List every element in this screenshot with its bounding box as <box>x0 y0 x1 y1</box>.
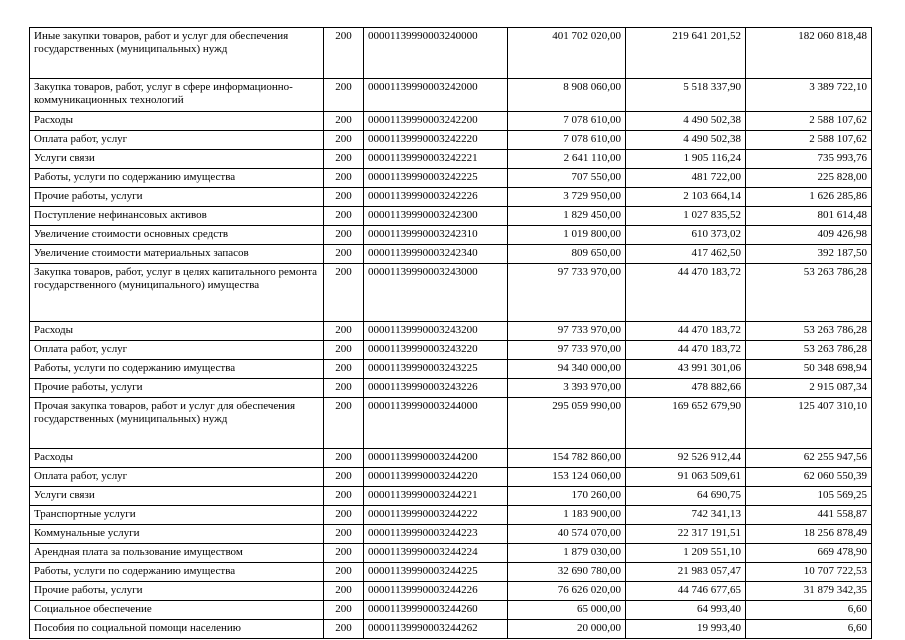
row-kbk-cell: 00001139990003244262 <box>364 620 508 639</box>
row-name-cell: Поступление нефинансовых активов <box>30 207 324 226</box>
row-kbk-cell: 00001139990003243225 <box>364 360 508 379</box>
budget-execution-table <box>29 27 872 639</box>
row-remaining-cell: 50 348 698,94 <box>746 360 872 379</box>
row-remaining-cell: 182 060 818,48 <box>746 28 872 79</box>
table-row <box>30 506 872 525</box>
row-executed-cell: 417 462,50 <box>626 245 746 264</box>
row-name-cell: Услуги связи <box>30 487 324 506</box>
row-kbk-cell: 00001139990003242225 <box>364 169 508 188</box>
row-approved-cell: 8 908 060,00 <box>508 79 626 112</box>
row-name-cell: Работы, услуги по содержанию имущества <box>30 169 324 188</box>
row-kbk-cell: 00001139990003244221 <box>364 487 508 506</box>
table-row <box>30 468 872 487</box>
row-code-cell: 200 <box>324 582 364 601</box>
row-code-cell: 200 <box>324 360 364 379</box>
row-approved-cell: 97 733 970,00 <box>508 264 626 322</box>
row-code-cell: 200 <box>324 525 364 544</box>
table-body <box>30 28 872 639</box>
row-executed-cell: 4 490 502,38 <box>626 112 746 131</box>
row-code-cell: 200 <box>324 468 364 487</box>
row-executed-cell: 44 470 183,72 <box>626 341 746 360</box>
row-code-cell: 200 <box>324 322 364 341</box>
row-executed-cell: 22 317 191,51 <box>626 525 746 544</box>
row-executed-cell: 64 993,40 <box>626 601 746 620</box>
row-kbk-cell: 00001139990003242000 <box>364 79 508 112</box>
row-code-cell: 200 <box>324 398 364 449</box>
row-remaining-cell: 2 588 107,62 <box>746 131 872 150</box>
row-kbk-cell: 00001139990003244220 <box>364 468 508 487</box>
row-approved-cell: 32 690 780,00 <box>508 563 626 582</box>
row-remaining-cell: 225 828,00 <box>746 169 872 188</box>
row-approved-cell: 7 078 610,00 <box>508 112 626 131</box>
row-executed-cell: 44 470 183,72 <box>626 264 746 322</box>
row-remaining-cell: 735 993,76 <box>746 150 872 169</box>
row-name-cell: Оплата работ, услуг <box>30 341 324 360</box>
row-remaining-cell: 6,60 <box>746 601 872 620</box>
row-approved-cell: 809 650,00 <box>508 245 626 264</box>
row-kbk-cell: 00001139990003244224 <box>364 544 508 563</box>
row-code-cell: 200 <box>324 449 364 468</box>
table-row <box>30 322 872 341</box>
row-name-cell: Оплата работ, услуг <box>30 131 324 150</box>
table-row <box>30 112 872 131</box>
row-code-cell: 200 <box>324 563 364 582</box>
row-remaining-cell: 3 389 722,10 <box>746 79 872 112</box>
row-name-cell: Расходы <box>30 449 324 468</box>
row-kbk-cell: 00001139990003242226 <box>364 188 508 207</box>
row-approved-cell: 20 000,00 <box>508 620 626 639</box>
row-executed-cell: 1 209 551,10 <box>626 544 746 563</box>
row-code-cell: 200 <box>324 188 364 207</box>
row-code-cell: 200 <box>324 620 364 639</box>
row-approved-cell: 170 260,00 <box>508 487 626 506</box>
row-remaining-cell: 1 626 285,86 <box>746 188 872 207</box>
table-row <box>30 525 872 544</box>
row-name-cell: Работы, услуги по содержанию имущества <box>30 360 324 379</box>
row-code-cell: 200 <box>324 226 364 245</box>
row-approved-cell: 3 393 970,00 <box>508 379 626 398</box>
row-approved-cell: 97 733 970,00 <box>508 322 626 341</box>
row-approved-cell: 2 641 110,00 <box>508 150 626 169</box>
row-approved-cell: 401 702 020,00 <box>508 28 626 79</box>
table-row <box>30 360 872 379</box>
table-row <box>30 207 872 226</box>
table-row <box>30 544 872 563</box>
row-code-cell: 200 <box>324 341 364 360</box>
row-approved-cell: 1 829 450,00 <box>508 207 626 226</box>
row-name-cell: Увеличение стоимости основных средств <box>30 226 324 245</box>
row-kbk-cell: 00001139990003244260 <box>364 601 508 620</box>
row-kbk-cell: 00001139990003243226 <box>364 379 508 398</box>
row-remaining-cell: 409 426,98 <box>746 226 872 245</box>
row-approved-cell: 76 626 020,00 <box>508 582 626 601</box>
row-executed-cell: 610 373,02 <box>626 226 746 245</box>
table-row <box>30 169 872 188</box>
row-approved-cell: 1 183 900,00 <box>508 506 626 525</box>
table-row <box>30 28 872 79</box>
row-approved-cell: 94 340 000,00 <box>508 360 626 379</box>
row-kbk-cell: 00001139990003244200 <box>364 449 508 468</box>
row-code-cell: 200 <box>324 207 364 226</box>
row-executed-cell: 91 063 509,61 <box>626 468 746 487</box>
row-executed-cell: 44 746 677,65 <box>626 582 746 601</box>
table-row <box>30 449 872 468</box>
row-code-cell: 200 <box>324 79 364 112</box>
row-executed-cell: 169 652 679,90 <box>626 398 746 449</box>
row-kbk-cell: 00001139990003244222 <box>364 506 508 525</box>
row-executed-cell: 44 470 183,72 <box>626 322 746 341</box>
row-approved-cell: 295 059 990,00 <box>508 398 626 449</box>
row-kbk-cell: 00001139990003242300 <box>364 207 508 226</box>
row-name-cell: Расходы <box>30 322 324 341</box>
table-row <box>30 379 872 398</box>
row-kbk-cell: 00001139990003244000 <box>364 398 508 449</box>
row-approved-cell: 1 019 800,00 <box>508 226 626 245</box>
table-row <box>30 188 872 207</box>
row-name-cell: Прочая закупка товаров, работ и услуг для обеспечения государственных (муниципальных) нужд <box>30 398 324 449</box>
row-remaining-cell: 10 707 722,53 <box>746 563 872 582</box>
row-executed-cell: 21 983 057,47 <box>626 563 746 582</box>
row-remaining-cell: 31 879 342,35 <box>746 582 872 601</box>
row-name-cell: Закупка товаров, работ, услуг в сфере информационно-коммуникационных технологий <box>30 79 324 112</box>
row-executed-cell: 4 490 502,38 <box>626 131 746 150</box>
row-approved-cell: 154 782 860,00 <box>508 449 626 468</box>
table-row <box>30 226 872 245</box>
row-executed-cell: 43 991 301,06 <box>626 360 746 379</box>
row-remaining-cell: 18 256 878,49 <box>746 525 872 544</box>
row-kbk-cell: 00001139990003243220 <box>364 341 508 360</box>
row-remaining-cell: 6,60 <box>746 620 872 639</box>
row-approved-cell: 707 550,00 <box>508 169 626 188</box>
row-executed-cell: 19 993,40 <box>626 620 746 639</box>
row-approved-cell: 153 124 060,00 <box>508 468 626 487</box>
row-code-cell: 200 <box>324 264 364 322</box>
row-name-cell: Работы, услуги по содержанию имущества <box>30 563 324 582</box>
row-executed-cell: 219 641 201,52 <box>626 28 746 79</box>
row-executed-cell: 2 103 664,14 <box>626 188 746 207</box>
row-code-cell: 200 <box>324 601 364 620</box>
row-name-cell: Закупка товаров, работ, услуг в целях капитального ремонта государственного (муниципального) имущества <box>30 264 324 322</box>
row-remaining-cell: 125 407 310,10 <box>746 398 872 449</box>
table-row <box>30 487 872 506</box>
row-code-cell: 200 <box>324 169 364 188</box>
row-remaining-cell: 53 263 786,28 <box>746 341 872 360</box>
row-executed-cell: 5 518 337,90 <box>626 79 746 112</box>
row-kbk-cell: 00001139990003242310 <box>364 226 508 245</box>
row-executed-cell: 478 882,66 <box>626 379 746 398</box>
row-name-cell: Прочие работы, услуги <box>30 582 324 601</box>
row-name-cell: Иные закупки товаров, работ и услуг для обеспечения государственных (муниципальных) нужд <box>30 28 324 79</box>
row-executed-cell: 1 905 116,24 <box>626 150 746 169</box>
row-code-cell: 200 <box>324 28 364 79</box>
row-approved-cell: 65 000,00 <box>508 601 626 620</box>
row-name-cell: Социальное обеспечение <box>30 601 324 620</box>
row-kbk-cell: 00001139990003244226 <box>364 582 508 601</box>
row-name-cell: Прочие работы, услуги <box>30 188 324 207</box>
table-row <box>30 398 872 449</box>
table-row <box>30 79 872 112</box>
row-remaining-cell: 801 614,48 <box>746 207 872 226</box>
row-kbk-cell: 00001139990003242220 <box>364 131 508 150</box>
row-name-cell: Пособия по социальной помощи населению <box>30 620 324 639</box>
row-code-cell: 200 <box>324 112 364 131</box>
row-remaining-cell: 53 263 786,28 <box>746 264 872 322</box>
row-name-cell: Арендная плата за пользование имуществом <box>30 544 324 563</box>
row-approved-cell: 1 879 030,00 <box>508 544 626 563</box>
row-remaining-cell: 669 478,90 <box>746 544 872 563</box>
row-name-cell: Транспортные услуги <box>30 506 324 525</box>
row-name-cell: Коммунальные услуги <box>30 525 324 544</box>
row-remaining-cell: 2 915 087,34 <box>746 379 872 398</box>
row-executed-cell: 92 526 912,44 <box>626 449 746 468</box>
row-remaining-cell: 105 569,25 <box>746 487 872 506</box>
row-code-cell: 200 <box>324 544 364 563</box>
row-kbk-cell: 00001139990003243200 <box>364 322 508 341</box>
table-row <box>30 582 872 601</box>
row-code-cell: 200 <box>324 245 364 264</box>
table-row <box>30 150 872 169</box>
row-executed-cell: 481 722,00 <box>626 169 746 188</box>
table-row <box>30 245 872 264</box>
row-code-cell: 200 <box>324 131 364 150</box>
row-code-cell: 200 <box>324 379 364 398</box>
row-remaining-cell: 62 255 947,56 <box>746 449 872 468</box>
row-kbk-cell: 00001139990003242200 <box>364 112 508 131</box>
row-name-cell: Увеличение стоимости материальных запасов <box>30 245 324 264</box>
table-row <box>30 601 872 620</box>
row-kbk-cell: 00001139990003244223 <box>364 525 508 544</box>
row-kbk-cell: 00001139990003243000 <box>364 264 508 322</box>
row-remaining-cell: 62 060 550,39 <box>746 468 872 487</box>
row-approved-cell: 7 078 610,00 <box>508 131 626 150</box>
row-code-cell: 200 <box>324 506 364 525</box>
table-row <box>30 131 872 150</box>
row-kbk-cell: 00001139990003244225 <box>364 563 508 582</box>
row-remaining-cell: 53 263 786,28 <box>746 322 872 341</box>
table-row <box>30 341 872 360</box>
row-code-cell: 200 <box>324 487 364 506</box>
row-kbk-cell: 00001139990003242340 <box>364 245 508 264</box>
row-name-cell: Услуги связи <box>30 150 324 169</box>
row-name-cell: Оплата работ, услуг <box>30 468 324 487</box>
row-executed-cell: 1 027 835,52 <box>626 207 746 226</box>
table-row <box>30 563 872 582</box>
row-code-cell: 200 <box>324 150 364 169</box>
row-remaining-cell: 441 558,87 <box>746 506 872 525</box>
row-executed-cell: 742 341,13 <box>626 506 746 525</box>
row-approved-cell: 97 733 970,00 <box>508 341 626 360</box>
row-executed-cell: 64 690,75 <box>626 487 746 506</box>
row-approved-cell: 40 574 070,00 <box>508 525 626 544</box>
row-remaining-cell: 2 588 107,62 <box>746 112 872 131</box>
row-name-cell: Расходы <box>30 112 324 131</box>
budget-report-page <box>29 27 872 639</box>
row-remaining-cell: 392 187,50 <box>746 245 872 264</box>
table-row <box>30 264 872 322</box>
row-name-cell: Прочие работы, услуги <box>30 379 324 398</box>
row-kbk-cell: 00001139990003242221 <box>364 150 508 169</box>
table-row <box>30 620 872 639</box>
row-kbk-cell: 00001139990003240000 <box>364 28 508 79</box>
row-approved-cell: 3 729 950,00 <box>508 188 626 207</box>
